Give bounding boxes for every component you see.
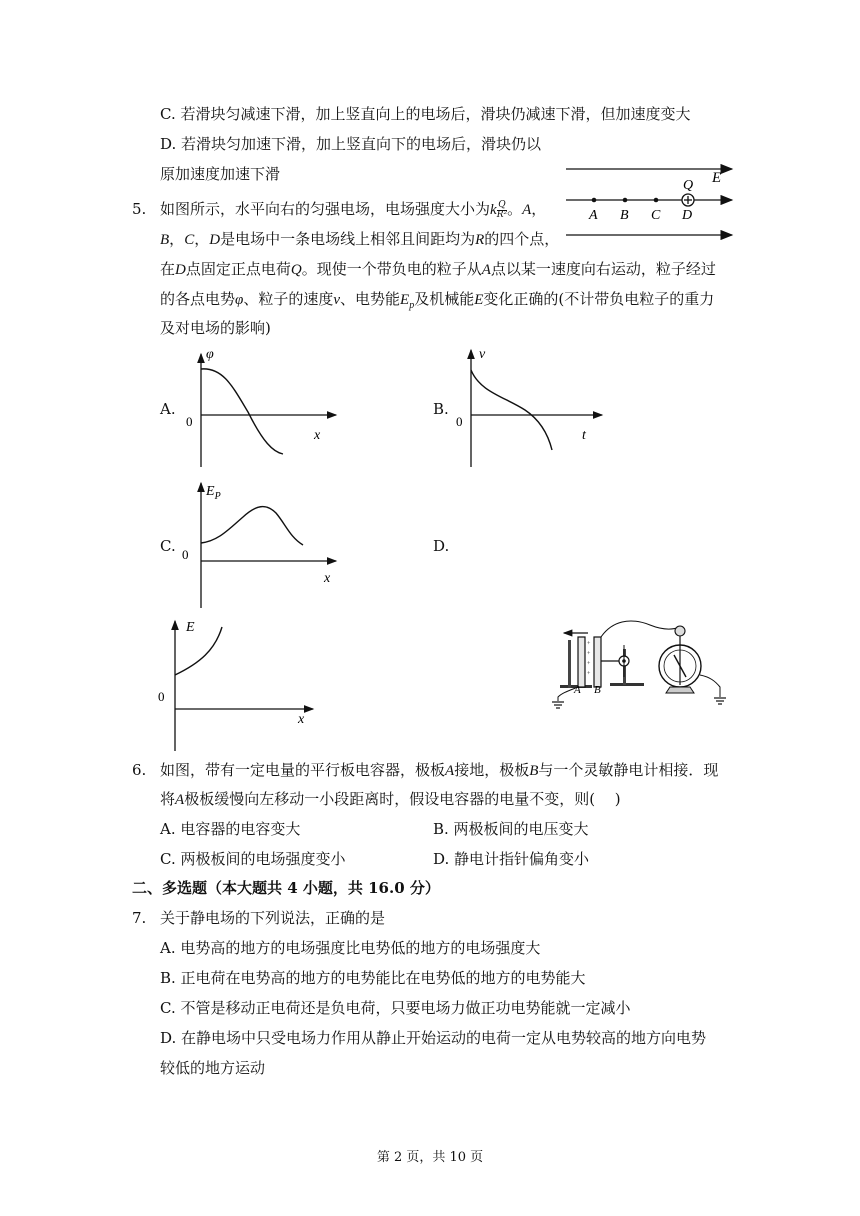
q5-option-c-label: C. [160, 537, 176, 555]
point-d-label: D [682, 208, 693, 223]
q4-option-c: C. 若滑块匀减速下滑，加上竖直向上的电场后，滑块仍减速下滑，但加速度变大 [160, 105, 691, 123]
point-a-label: A [589, 208, 598, 223]
q7-option-d-line1: D. 在静电场中只受电场力作用从静止开始运动的电荷一定从电势较高的地方向电势 [160, 1029, 707, 1047]
y-axis-label: $E_P$ [206, 484, 221, 502]
q7-option-d-line2: 较低的地方运动 [160, 1059, 266, 1077]
plate-a-label: A [574, 684, 581, 696]
q5-option-d-label: D. [433, 537, 450, 555]
q6-option-c: C. 两极板间的电场强度变小 [160, 850, 346, 868]
q7-option-a: A. 电势高的地方的电场强度比电势低的地方的电场强度大 [160, 939, 541, 957]
q5-option-a-label: A. [160, 400, 176, 418]
q6-capacitor-figure [550, 615, 740, 715]
q5-graph-d [150, 615, 320, 753]
x-axis-label: x [298, 712, 305, 727]
q4-option-d-line1: D. 若滑块匀加速下滑，加上竖直向下的电场后，滑块仍以 [160, 135, 542, 153]
curve-v [471, 370, 552, 450]
curve-phi [201, 369, 283, 454]
q6-line2: 将A极板缓慢向左移动一小段距离时，假设电容器的电量不变，则( ) [160, 790, 621, 808]
y-axis-label: φ [206, 347, 214, 362]
plate-a [578, 637, 585, 687]
q6-number: 6. [132, 761, 147, 779]
svg-text:+: + [587, 671, 591, 677]
q5-graph-b [450, 342, 610, 470]
curve-ep [201, 507, 303, 545]
section-heading-multiple-choice: 二、多选题（本大题共 4 小题，共 16.0 分） [132, 879, 440, 897]
q4-option-d-line2: 原加速度加速下滑 [160, 165, 281, 183]
point-a-dot [592, 198, 597, 203]
q5-fraction: $\frac{Q}{\text{R²}}$ [496, 199, 508, 220]
svg-text:+: + [587, 641, 591, 647]
base-right [610, 683, 644, 686]
q6-option-d: D. 静电计指针偏角变小 [433, 850, 590, 868]
y-axis-label: E [186, 620, 195, 635]
point-c-dot [654, 198, 659, 203]
q6-line1: 如图，带有一定电量的平行板电容器，极板A接地，极板B与一个灵敏静电计相接．现 [160, 761, 719, 779]
q5-field-figure [560, 160, 740, 245]
electrometer-knob [675, 626, 685, 636]
origin-label: 0 [456, 414, 463, 429]
q7-number: 7. [132, 909, 147, 927]
connecting-wire [601, 621, 680, 637]
point-c-label: C [651, 208, 661, 223]
q5-line5: 及对电场的影响) [160, 319, 271, 337]
q5-graph-a [178, 342, 343, 470]
q5-line2: B，C，D是电场中一条电场线上相邻且间距均为R的四个点， [160, 230, 560, 248]
q7-option-b: B. 正电荷在电势高的地方的电势能比在电势低的地方的电势能大 [160, 969, 586, 987]
charge-label-q: Q [683, 178, 694, 193]
q7-option-c: C. 不管是移动正电荷还是负电荷，只要电场力做正功电势能就一定减小 [160, 999, 631, 1017]
page-footer: 第 2 页，共 10 页 [376, 1150, 484, 1165]
q5-number: 5. [132, 200, 147, 218]
q5-line1: 如图所示，水平向右的匀强电场，电场强度大小为k $\frac{Q}{\text{R²}}$ 。A， [160, 199, 547, 220]
q5-graph-c [178, 475, 343, 610]
origin-label: 0 [186, 414, 193, 429]
point-b-dot [623, 198, 628, 203]
x-axis-label: t [582, 428, 586, 443]
x-axis-label: x [314, 428, 321, 443]
origin-label: 0 [182, 547, 189, 562]
field-label-e: E [712, 170, 722, 186]
origin-label: 0 [158, 689, 165, 704]
plate-b [594, 637, 601, 687]
point-b-label: B [620, 208, 629, 223]
q6-option-a: A. 电容器的电容变大 [160, 820, 301, 838]
y-axis-label: v [479, 347, 486, 362]
curve-e [175, 627, 222, 675]
svg-text:+: + [587, 651, 591, 657]
plate-b-label: B [594, 684, 601, 696]
q5-option-b-label: B. [433, 400, 449, 418]
q6-option-b: B. 两极板间的电压变大 [433, 820, 589, 838]
q7-stem: 关于静电场的下列说法，正确的是 [160, 909, 386, 927]
q5-line3: 在D点固定正点电荷Q。现使一个带负电的粒子从A点以某一速度向右运动，粒子经过 [160, 260, 716, 278]
svg-text:+: + [587, 661, 591, 667]
x-axis-label: x [324, 571, 331, 586]
q5-line4: 的各点电势φ、粒子的速度v、电势能$E_p$及机械能E变化正确的(不计带负电粒子的重力 [160, 290, 715, 311]
